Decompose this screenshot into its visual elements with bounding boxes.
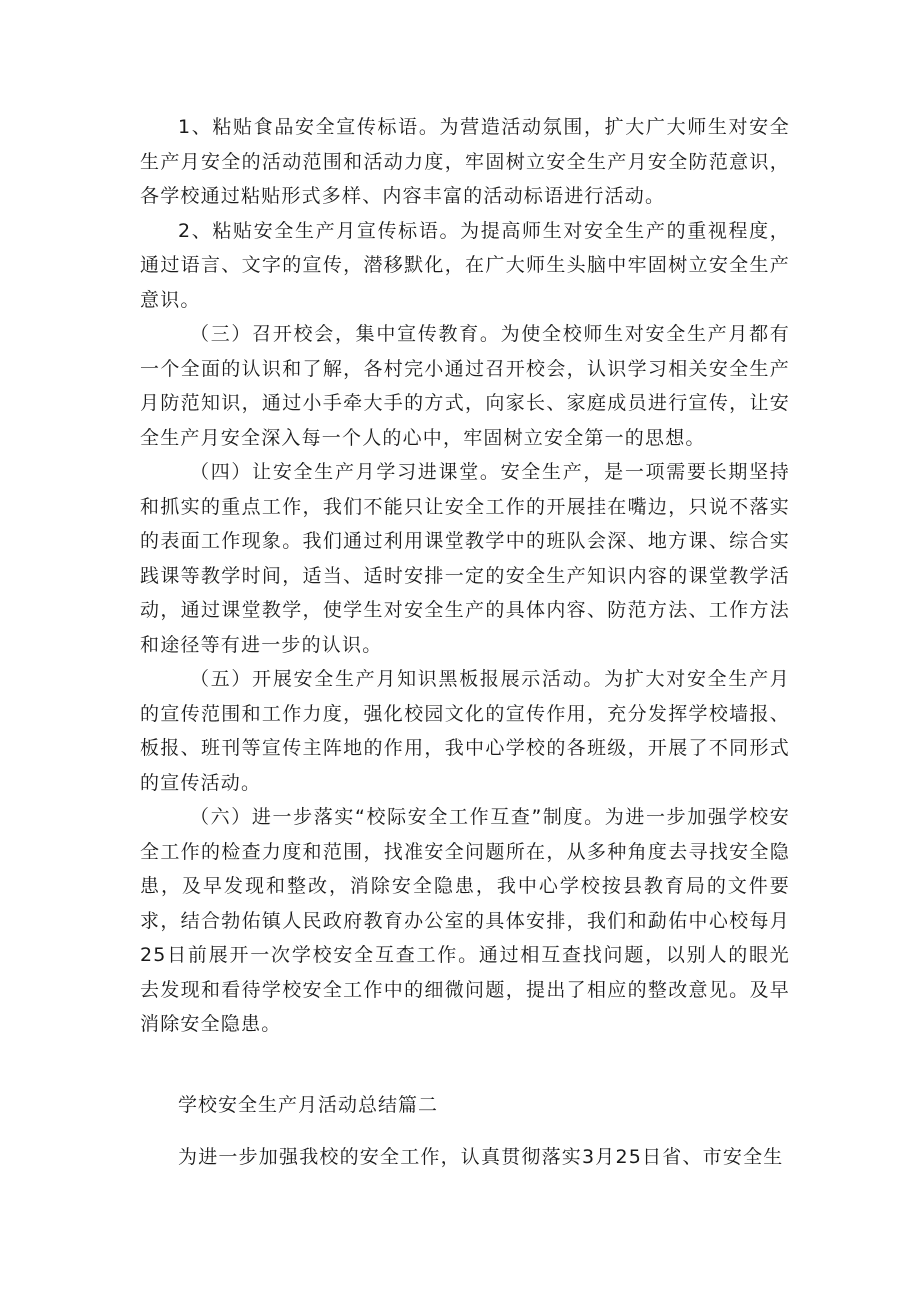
paragraph-slogan-food-safety: 1、粘贴食品安全宣传标语。为营造活动氛围，扩大广大师生对安全生产月安全的活动范围和活动力度，牢固树立安全生产月安全防范意识，各学校通过粘贴形式多样、内容丰富的活动标语进行活动。 <box>140 116 790 207</box>
lead-paragraph: 为进一步加强我校的安全工作，认真贯彻落实3月25日省、市安全生 <box>178 1146 784 1168</box>
document-body <box>140 110 790 1175</box>
section-title: 学校安全生产月活动总结篇二 <box>178 1093 439 1116</box>
paragraph-mutual-inspection: （六）进一步落实“校际安全工作互查”制度。为进一步加强学校安全工作的检查力度和范围，找准安全问题所在，从多种角度去寻找安全隐患，及早发现和整改，消除安全隐患，我中心学校按县教育局的文件要求，结合勃佑镇人民政府教育办公室的具体安排，我们和勐佑中心校每月25日前展开一次学校安全互查工作。通过相互查找问题，以别人的眼光去发现和看待学校安全工作中的细微问题，提出了相应的整改意见。及早消除安全隐患。 <box>140 806 790 1035</box>
paragraph-blackboard-display: （五）开展安全生产月知识黑板报展示活动。为扩大对安全生产月的宣传范围和工作力度，强化校园文化的宣传作用，充分发挥学校墙报、板报、班刊等宣传主阵地的作用，我中心学校的各班级，开展了不同形式的宣传活动。 <box>140 668 790 794</box>
paragraph-school-assembly: （三）召开校会，集中宣传教育。为使全校师生对安全生产月都有一个全面的认识和了解，各村完小通过召开校会，认识学习相关安全生产月防范知识，通过小手牵大手的方式，向家长、家庭成员进行宣传，让安全生产月安全深入每一个人的心中，牢固树立安全第一的思想。 <box>140 323 790 449</box>
paragraph-slogan-safety-month: 2、粘贴安全生产月宣传标语。为提高师生对安全生产的重视程度，通过语言、文字的宣传，潜移默化，在广大师生头脑中牢固树立安全生产意识。 <box>140 219 790 311</box>
paragraph-classroom-learning: （四）让安全生产月学习进课堂。安全生产，是一项需要长期坚持和抓实的重点工作，我们不能只让安全工作的开展挂在嘴边，只说不落实的表面工作现象。我们通过利用课堂教学中的班队会深、地方课、综合实践课等教学时间，适当、适时安排一定的安全生产知识内容的课堂教学活动，通过课堂教学，使学生对安全生产的具体内容、防范方法、工作方法和途径等有进一步的认识。 <box>140 461 790 656</box>
